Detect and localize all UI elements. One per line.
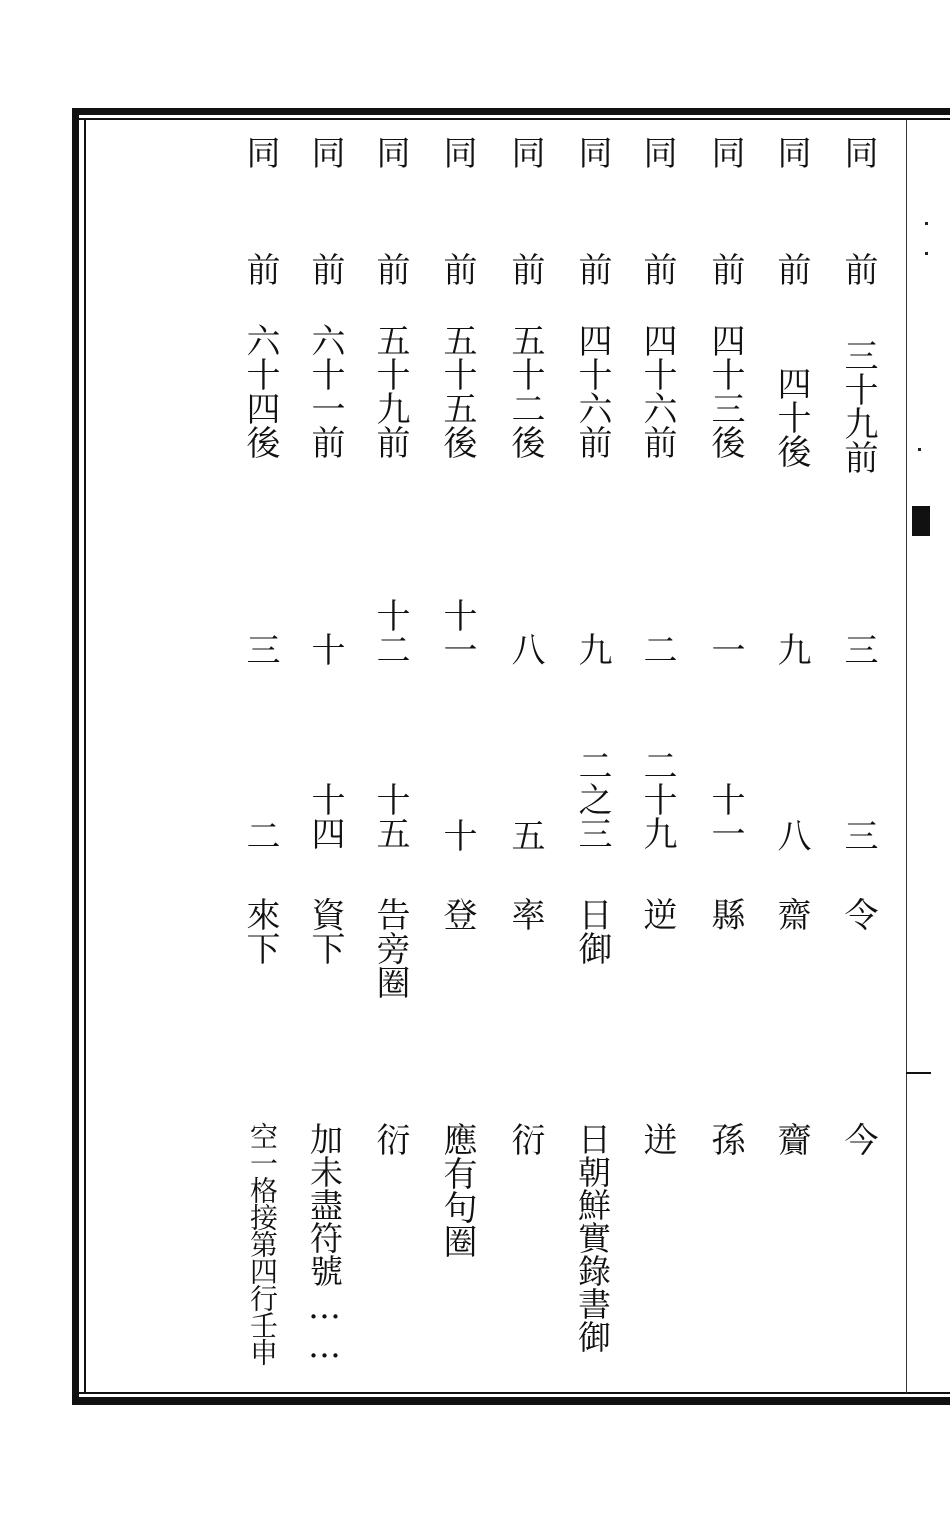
col-line: 十二 (370, 598, 410, 666)
col-right: 衍 (370, 1122, 410, 1156)
right-gutter-rule (906, 120, 907, 1393)
col-char: 十一 (705, 782, 745, 850)
col-leaf: 五十九前 (370, 323, 410, 459)
col-char: 十四 (305, 782, 345, 850)
col-side: 前 (505, 252, 545, 286)
col-line: 九 (572, 632, 612, 666)
col-book: 同 (505, 135, 545, 169)
bottom-border-rule (75, 1397, 950, 1405)
col-wrong: 來下 (240, 897, 280, 965)
col-line: 十一 (437, 598, 477, 666)
col-char: 十五 (370, 782, 410, 850)
col-wrong: 告旁圈 (370, 897, 410, 999)
col-leaf: 四十六前 (637, 323, 677, 459)
col-line: 九 (771, 632, 811, 666)
col-side: 前 (240, 252, 280, 286)
col-side: 前 (637, 252, 677, 286)
left-border-rule (72, 108, 79, 1405)
col-line: 三 (240, 632, 280, 666)
gutter-dot (925, 222, 928, 225)
top-border-inner-rule (75, 118, 950, 120)
col-char: 二 (240, 818, 280, 852)
col-side: 前 (437, 252, 477, 286)
col-right: 日朝鮮實錄書御 (573, 1122, 612, 1353)
col-right: 空一格接第四行壬申 (246, 1122, 279, 1365)
col-line: 三 (838, 632, 878, 666)
col-right: 衍 (505, 1122, 545, 1156)
left-border-inner-rule (84, 120, 86, 1393)
col-leaf: 四十三後 (705, 323, 745, 459)
col-leaf: 五十二後 (505, 323, 545, 459)
col-right: 迸 (637, 1122, 677, 1156)
col-book: 同 (637, 135, 677, 169)
col-book: 同 (572, 135, 612, 169)
col-line: 二 (637, 632, 677, 666)
col-book: 同 (240, 135, 280, 169)
col-right: 應有句圈 (437, 1122, 477, 1258)
col-wrong: 登 (437, 897, 477, 931)
right-gutter-tick (906, 1072, 931, 1074)
col-line: 八 (505, 632, 545, 666)
col-book: 同 (771, 135, 811, 169)
col-leaf: 三十九前 (838, 338, 878, 474)
gutter-dot (925, 252, 928, 255)
col-line: 十 (305, 632, 345, 666)
col-leaf: 六十一前 (305, 323, 345, 459)
col-book: 同 (305, 135, 345, 169)
col-book: 同 (838, 135, 878, 169)
col-leaf: 六十四後 (240, 323, 280, 459)
col-side: 前 (771, 252, 811, 286)
col-leaf: 四十六前 (572, 323, 612, 459)
col-book: 同 (370, 135, 410, 169)
col-char: 二十九 (637, 748, 677, 850)
col-right: 加未盡符號…… (305, 1122, 344, 1365)
col-leaf: 四十後 (771, 366, 811, 468)
bottom-border-inner-rule (75, 1392, 950, 1394)
col-side: 前 (305, 252, 345, 286)
col-wrong: 令 (838, 897, 878, 931)
col-leaf: 五十五後 (437, 323, 477, 459)
top-border-rule (75, 108, 950, 115)
col-book: 同 (705, 135, 745, 169)
col-wrong: 率 (505, 897, 545, 931)
right-gutter-fishtail (912, 506, 930, 536)
col-side: 前 (572, 252, 612, 286)
col-char: 八 (771, 818, 811, 852)
col-right: 孫 (705, 1122, 745, 1156)
col-wrong: 齋 (771, 897, 811, 931)
col-side: 前 (705, 252, 745, 286)
col-side: 前 (370, 252, 410, 286)
col-wrong: 縣 (705, 897, 745, 931)
gutter-dot (918, 448, 921, 451)
col-line: 一 (705, 632, 745, 666)
col-wrong: 逆 (637, 897, 677, 931)
col-right: 今 (838, 1122, 878, 1156)
col-char: 二之三 (572, 748, 612, 850)
col-wrong: 日御 (572, 897, 612, 965)
col-book: 同 (437, 135, 477, 169)
col-right: 齎 (771, 1122, 811, 1156)
col-char: 三 (838, 818, 878, 852)
col-wrong: 資下 (305, 897, 345, 965)
col-side: 前 (838, 252, 878, 286)
col-char: 十 (437, 818, 477, 852)
col-char: 五 (505, 818, 545, 852)
